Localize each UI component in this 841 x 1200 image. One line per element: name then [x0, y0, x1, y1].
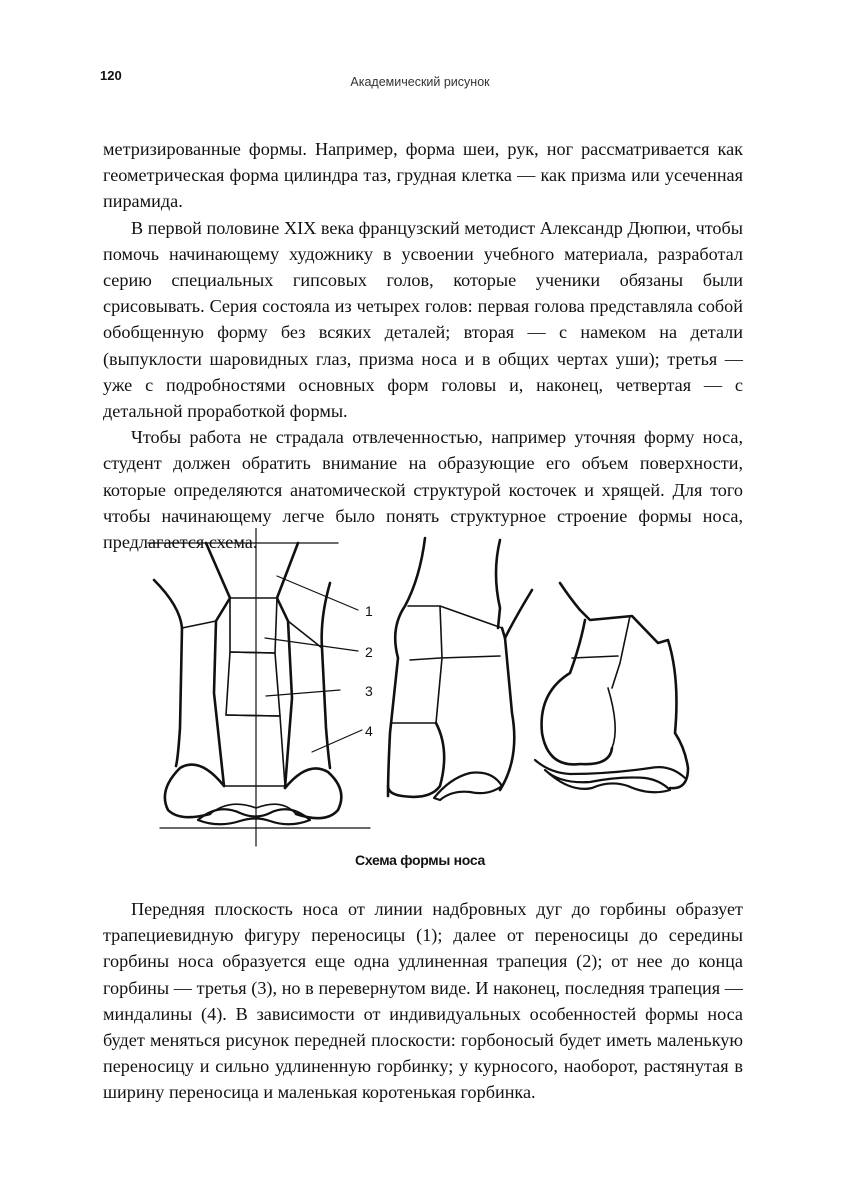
figure-label-3: 3 [365, 683, 373, 699]
paragraph: Передняя плоскость носа от линии надбровных дуг до горбины образует трапециевидную фигуру переносицы (1); далее от переносицы до середины горбины носа образуется еще одна удлиненная трапеция (2); от нее до конца горбины — третья (3), но в перевернутом виде. И наконец, последняя трапеция — миндалины (4). В зависимости от индивидуальных особенностей формы носа будет меняться рисунок передней плоскости: горбоносый будет иметь маленькую переносицу и сильно удлиненную горбинку; у курносого, наоборот, растянутая в ширину переносица и маленькая коротенькая горбинка. [103, 899, 743, 1103]
front-view-nose [148, 528, 370, 846]
running-title: Академический рисунок [350, 75, 490, 89]
page-number: 120 [100, 68, 122, 83]
figure-label-2: 2 [365, 644, 373, 660]
body-text-bottom [103, 896, 743, 1106]
profile-view-nose [535, 583, 688, 792]
nose-scheme-figure [140, 528, 700, 848]
body-text-top [103, 136, 743, 555]
figure-label-4: 4 [365, 723, 373, 739]
three-quarter-view-nose [388, 538, 532, 800]
figure-label-1: 1 [365, 603, 373, 619]
paragraph: Чтобы работа не страдала отвлеченностью, например уточняя форму носа, студент должен обратить внимание на образующие его объем поверхности, которые определяются анатомической структурой косточек и хрящей. Для того чтобы начинающему легче было понять структурное строение формы носа, предлагается схема. [103, 427, 743, 553]
figure-caption: Схема формы носа [355, 852, 485, 868]
paragraph: В первой половине XIX века французский методист Александр Дюпюи, чтобы помочь начинающему художнику в усвоении учебного материала, разработал серию специальных гипсовых голов, которые ученики обязаны были срисовывать. Серия состояла из четырех голов: первая голова представляла собой обобщенную форму без всяких деталей; вторая — с намеком на детали (выпуклости шаровидных глаз, призма носа и в общих чертах уши); третья — уже с подробностями основных форм головы и, наконец, четвертая — с детальной проработкой формы. [103, 217, 743, 422]
paragraph: метризированные формы. Например, форма шеи, рук, ног рассматривается как геометрическая форма цилиндра таз, грудная клетка — как призма или усеченная пирамида. [103, 139, 743, 212]
